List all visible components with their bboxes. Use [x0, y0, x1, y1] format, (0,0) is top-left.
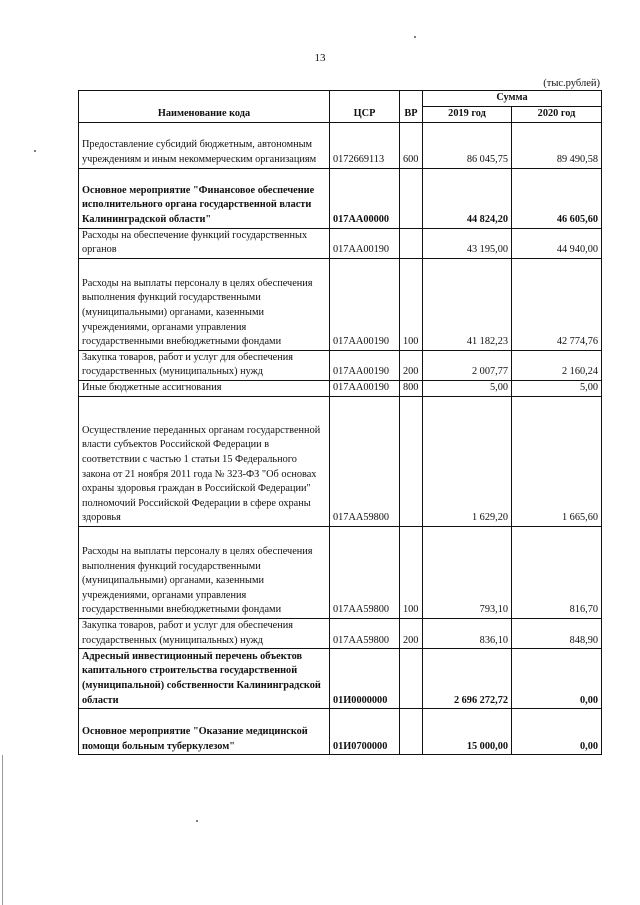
row-value-2019: 2 007,77: [423, 350, 512, 380]
units-label: (тыс.рублей): [543, 78, 600, 89]
table-row: [79, 526, 602, 618]
table-row: [79, 350, 602, 380]
row-value-2019: 86 045,75: [423, 122, 512, 168]
row-name: Закупка товаров, работ и услуг для обеспечения государственных (муниципальных) нужд: [79, 618, 330, 648]
row-csr: 017АА00190: [330, 380, 400, 396]
row-value-2020: 0,00: [512, 649, 602, 709]
row-vr: 800: [400, 380, 423, 396]
table-row: [79, 709, 602, 755]
row-value-2019: 15 000,00: [423, 709, 512, 755]
row-value-2019: 44 824,20: [423, 168, 512, 228]
row-csr: 017АА59800: [330, 396, 400, 526]
table-header: [79, 91, 602, 123]
row-name: Адресный инвестиционный перечень объектов капитального строительства государственной (муниципальной) собственности Калининградской области: [79, 649, 330, 709]
row-value-2019: 43 195,00: [423, 228, 512, 258]
row-value-2020: 0,00: [512, 709, 602, 755]
row-value-2020: 848,90: [512, 618, 602, 648]
table-row: [79, 618, 602, 648]
row-value-2019: 5,00: [423, 380, 512, 396]
row-vr: [400, 649, 423, 709]
page-number: 13: [314, 52, 326, 64]
row-name: Расходы на выплаты персоналу в целях обеспечения выполнения функций государственными (муниципальными) органами, казенными учреждениями, органами управления государственными внебюджетными фондами: [79, 526, 330, 618]
header-sum: Сумма: [423, 91, 602, 107]
row-value-2020: 2 160,24: [512, 350, 602, 380]
header-vr: ВР: [400, 91, 423, 123]
row-name: Осуществление переданных органам государственной власти субъектов Российской Федерации в соответствии с частью 1 статьи 15 Федерального закона от 21 ноября 2011 года № 323-ФЗ "Об основах охраны здоровья граждан в Российской Федерации" полномочий Российской Федерации в сфере охраны здоровья: [79, 396, 330, 526]
table-row: [79, 649, 602, 709]
row-name: Расходы на обеспечение функций государственных органов: [79, 228, 330, 258]
row-value-2019: 2 696 272,72: [423, 649, 512, 709]
scan-speck: [34, 150, 36, 152]
row-value-2019: 1 629,20: [423, 396, 512, 526]
table-body: [79, 122, 602, 755]
header-name: Наименование кода: [79, 91, 330, 123]
table-row: [79, 380, 602, 396]
row-name: Предоставление субсидий бюджетным, автономным учреждениям и иным некоммерческим организациям: [79, 122, 330, 168]
row-csr: 01И0000000: [330, 649, 400, 709]
row-csr: 017АА00000: [330, 168, 400, 228]
row-vr: 600: [400, 122, 423, 168]
row-value-2019: 836,10: [423, 618, 512, 648]
row-name: Расходы на выплаты персоналу в целях обеспечения выполнения функций государственными (муниципальными) органами, казенными учреждениями, органами управления государственными внебюджетными фондами: [79, 258, 330, 350]
row-vr: [400, 396, 423, 526]
table-row: [79, 122, 602, 168]
margin-edge-line: [2, 755, 3, 905]
row-vr: 100: [400, 258, 423, 350]
row-value-2019: 41 182,23: [423, 258, 512, 350]
row-value-2020: 5,00: [512, 380, 602, 396]
row-value-2020: 816,70: [512, 526, 602, 618]
header-2020: 2020 год: [512, 106, 602, 122]
row-csr: 017АА00190: [330, 258, 400, 350]
table-row: [79, 258, 602, 350]
row-name: Закупка товаров, работ и услуг для обеспечения государственных (муниципальных) нужд: [79, 350, 330, 380]
row-vr: 200: [400, 350, 423, 380]
row-value-2020: 46 605,60: [512, 168, 602, 228]
row-name: Основное мероприятие "Оказание медицинской помощи больным туберкулезом": [79, 709, 330, 755]
row-vr: [400, 709, 423, 755]
row-value-2020: 44 940,00: [512, 228, 602, 258]
row-vr: [400, 168, 423, 228]
row-csr: 0172669113: [330, 122, 400, 168]
budget-table: [78, 90, 602, 755]
row-vr: 100: [400, 526, 423, 618]
scan-speck: [414, 36, 416, 38]
header-csr: ЦСР: [330, 91, 400, 123]
table-row: [79, 168, 602, 228]
row-csr: 017АА00190: [330, 228, 400, 258]
row-csr: 017АА00190: [330, 350, 400, 380]
table-row: [79, 396, 602, 526]
row-csr: 01И0700000: [330, 709, 400, 755]
row-vr: 200: [400, 618, 423, 648]
row-value-2020: 42 774,76: [512, 258, 602, 350]
header-2019: 2019 год: [423, 106, 512, 122]
row-csr: 017АА59800: [330, 526, 400, 618]
row-csr: 017АА59800: [330, 618, 400, 648]
row-value-2019: 793,10: [423, 526, 512, 618]
row-vr: [400, 228, 423, 258]
scan-speck: [196, 820, 198, 822]
row-name: Иные бюджетные ассигнования: [79, 380, 330, 396]
table-row: [79, 228, 602, 258]
row-value-2020: 89 490,58: [512, 122, 602, 168]
row-value-2020: 1 665,60: [512, 396, 602, 526]
row-name: Основное мероприятие "Финансовое обеспечение исполнительного органа государственной власти Калининградской области": [79, 168, 330, 228]
